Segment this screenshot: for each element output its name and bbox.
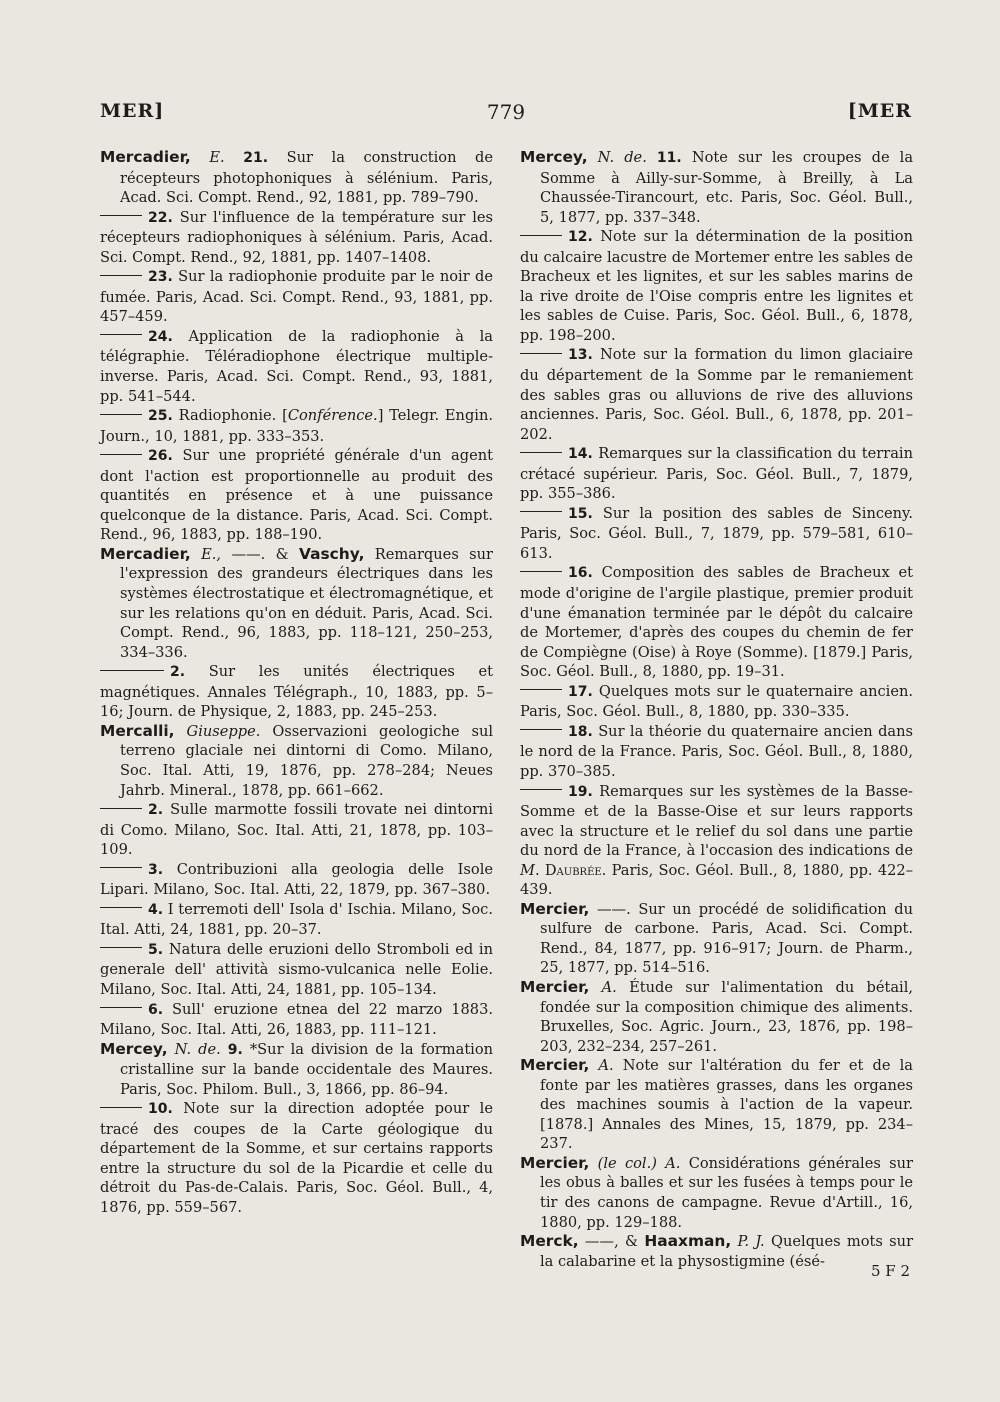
paper-number: 24. [148,328,173,345]
author-given-name: A. [665,1154,681,1172]
paper-number: 14. [568,446,593,463]
conjunction: & [625,1233,639,1251]
author-name: Mercier, [520,1153,590,1172]
unknown-name-dash: ——. [596,900,631,918]
author-name: Mercalli, [100,721,175,740]
citation-text: *Sur la division de la formation cristalline sur la bande occidentale des Maures. Paris, Soc. Philom. Bull., 3, 1866, pp. 86–94. [120,1040,494,1098]
citation-text: Sulle marmotte fossili trovate nei dintorni di Como. Milano, Soc. Ital. Atti, 21, 1878, pp. 103–109. [100,801,494,859]
right-column [520,148,913,1271]
bibliography-entry [520,148,913,227]
citation-text: Sur la théorie du quaternaire ancien dans le nord de la France. Paris, Soc. Géol. Bull., 8, 1880, pp. 370–385. [520,722,914,780]
coauthor-given-name: P. J. [737,1233,765,1251]
bibliography-subentry [100,860,493,900]
bibliography-subentry [100,446,493,545]
citation-text: Note sur l'altération du fer et de la fonte par les matières grasses, dans les organes des machines soumis à l'action de la vapeur. [1878.] Annales des Mines, 15, 1879, pp. 234–237. [540,1057,913,1153]
ditto-dash [100,334,142,335]
paper-title: Radiophonie. [ [178,407,288,425]
ditto-dash [100,1107,142,1108]
author-title: (le col.) [597,1154,657,1172]
paper-number: 18. [568,723,593,740]
citation-text: Étude sur l'alimentation du bétail, fondée sur la composition chimique des aliments. Bruxelles, Soc. Agric. Journ., 23, 1876, pp. 198–203, 232–234, 257–261. [540,978,914,1055]
ditto-dash [100,670,164,671]
author-name: Merck, [520,1232,579,1251]
author-name: Mercier, [520,1056,590,1075]
citation-text: Quelques mots sur le quaternaire ancien. Paris, Soc. Géol. Bull., 8, 1880, pp. 330–335. [520,682,914,721]
ditto-dash [520,511,562,512]
citation-text: Osservazioni geologiche sul terreno glaciale nei dintorni di Como. Milano, Soc. Ital. Atti, 19, 1876, pp. 278–284; Neues Jahrb. Mineral., 1878, pp. 661–662. [120,722,494,799]
bibliography-entry [520,978,913,1056]
unknown-name-dash: ——. [231,545,266,563]
citation-text: Composition des sables de Bracheux et mode d'origine de l'argile plastique, premier produit d'une émanation terminée par le dépôt du calcaire de Mortemer, d'après des coupes du chemin de fer de Compiègne (Oise) à Roye (Somme). [1879.] Paris, Soc. Géol. Bull., 8, 1880, pp. 19–31. [520,564,914,681]
bibliography-entry [100,722,493,800]
citation-text: Quelques mots sur la calabarine et la physostigmine (ésé- [540,1233,914,1270]
paper-number: 2. [170,664,186,681]
header-right-guide-word: [MER [847,100,912,122]
paper-number: 11. [656,150,682,166]
bibliography-subentry [100,662,493,722]
bibliography-subentry [100,267,493,327]
paper-title: Remarques sur les systèmes de la Basse-Somme et de la Basse-Oise et sur leurs rapports avec la structure et le relief du sol dans une partie du nord de la France, à l'occasion des indications de [520,782,913,860]
ditto-dash [100,275,142,276]
ditto-dash [520,235,562,236]
paper-number: 25. [148,408,173,425]
citation-text: Sull' eruzione etnea del 22 marzo 1883. Milano, Soc. Ital. Atti, 26, 1883, pp. 111–121. [100,1000,493,1039]
bibliography-entry [100,545,493,662]
header-left-guide-word: MER] [100,100,165,122]
paper-number: 9. [227,1041,243,1058]
author-given-name: E. [209,149,225,166]
author-given-name: N. de. [597,149,647,166]
paper-number: 21. [243,150,269,166]
ditto-dash [100,867,142,868]
italic-text: M. [520,861,540,879]
author-name: Mercier, [520,899,590,918]
citation-text: Remarques sur la classification du terrain crétacé supérieur. Paris, Soc. Géol. Bull., 7, 1879, pp. 355–386. [520,445,913,503]
ditto-dash [100,414,142,415]
bibliography-subentry [100,1000,493,1040]
ditto-dash [520,789,562,790]
coauthor-name: Vaschy, [299,544,365,563]
bibliography-subentry [520,682,913,722]
citation-text: Sur la position des sables de Sinceny. Paris, Soc. Géol. Bull., 7, 1879, pp. 579–581, 610–613. [520,504,914,562]
bibliography-subentry [520,444,913,504]
author-given-name: A. [598,1057,614,1075]
small-caps-name: Daubrée. [539,861,607,879]
citation-text: Sur la radiophonie produite par le noir de fumée. Paris, Acad. Sci. Compt. Rend., 93, 1881, pp. 457–459. [100,268,493,326]
author-name: Mercey, [100,1039,168,1058]
paper-number: 17. [568,683,593,700]
conjunction: & [275,545,289,563]
author-given-name: E., [201,545,222,563]
bibliography-entry [100,1040,493,1100]
page-number: 779 [486,100,526,124]
bibliography-subentry [520,227,913,345]
bibliography-subentry [100,800,493,860]
ditto-dash [100,215,142,216]
bibliography-entry [100,148,493,208]
paper-number: 19. [568,783,593,800]
signature-mark: 5 F 2 [870,1262,910,1280]
paper-number: 5. [148,941,164,958]
paper-number: 12. [568,229,593,246]
citation-text: I terremoti dell' Isola d' Ischia. Milano, Soc. Ital. Atti, 24, 1881, pp. 20–37. [100,900,493,939]
paper-number: 3. [148,861,164,878]
author-name: Mercier, [520,977,590,996]
author-name: Mercadier, [100,148,191,166]
ditto-dash [520,353,562,354]
italic-text: Conférence. [287,407,378,425]
author-given-name: N. de. [174,1040,221,1058]
bibliography-subentry [100,940,493,1000]
bibliography-entry [520,1056,913,1154]
citation-text: Natura delle eruzioni dello Stromboli ed in generale dell' attività sismo-vulcanica nelle Eolie. Milano, Soc. Ital. Atti, 24, 1881, pp. 105–134. [100,940,493,998]
citation-text: ] Telegr. Engin. Journ., 10, 1881, pp. 333–353. [100,407,493,445]
ditto-dash [520,729,562,730]
ditto-dash [100,947,142,948]
ditto-dash [520,571,562,572]
ditto-dash [100,454,142,455]
bibliography-subentry [520,345,913,444]
paper-number: 2. [148,802,164,819]
paper-number: 26. [148,448,173,465]
ditto-dash [100,1007,142,1008]
bibliography-subentry [100,327,493,406]
bibliography-subentry [520,782,913,900]
citation-text: Sur une propriété générale d'un agent dont l'action est proportionnelle au produit des quantités en présence et à une puissance quelconque de la distance. Paris, Acad. Sci. Compt. Rend., 96, 1883, pp. 188–190. [100,447,494,544]
citation-text: Paris, Soc. Géol. Bull., 8, 1880, pp. 422–439. [520,861,913,899]
bibliography-subentry [520,504,913,564]
citation-text: Considérations générales sur les obus à balles et sur les fusées à temps pour le tir des canons de campagne. Revue d'Artill., 16, 1880, pp. 129–188. [540,1154,913,1231]
citation-text: Application de la radiophonie à la télégraphie. Téléradiophone électrique multiple-inverse. Paris, Acad. Sci. Compt. Rend., 93, 1881, pp. 541–544. [100,327,493,405]
left-column [100,148,493,1218]
paper-number: 23. [148,269,173,286]
bibliography-subentry [520,722,913,782]
ditto-dash [100,907,142,908]
citation-text: Sur l'influence de la température sur les récepteurs radiophoniques à sélénium. Paris, Acad. Sci. Compt. Rend., 92, 1881, pp. 1407–1408. [100,208,493,266]
citation-text: Note sur les croupes de la Somme à Ailly-sur-Somme, à Breilly, à La Chaussée-Tirancourt, etc. Paris, Soc. Géol. Bull., 5, 1877, pp. 337–348. [540,149,914,226]
ditto-dash [520,689,562,690]
bibliography-subentry [100,406,493,446]
author-name: Mercadier, [100,544,191,563]
ditto-dash [100,808,142,809]
paper-number: 6. [148,1001,164,1018]
citation-text: Note sur la formation du limon glaciaire du département de la Somme par le remaniement des sables gras ou alluvions de rive des alluvions anciennes. Paris, Soc. Géol. Bull., 6, 1878, pp. 201–202. [520,346,913,443]
coauthor-name: Haaxman, [644,1232,732,1251]
bibliography-subentry [100,900,493,940]
paper-number: 16. [568,565,593,582]
running-header [100,100,912,130]
citation-text: Note sur la détermination de la position du calcaire lacustre de Mortemer entre les sables de Bracheux et les lignites, et sur les sables marins de la rive droite de l'Oise compris entre les lignites et les sables de Cuise. Paris, Soc. Géol. Bull., 6, 1878, pp. 198–200. [520,228,913,344]
paper-number: 13. [568,347,593,364]
citation-text: Note sur la direction adoptée pour le tracé des coupes de la Carte géologique du département de la Somme, et sur certains rapports entre la structure du sol de la Picardie et celle du détroit du Pas-de-Calais. Paris, Soc. Géol. Bull., 4, 1876, pp. 559–567. [100,1100,493,1216]
author-name: Mercey, [520,148,588,166]
bibliography-subentry [100,1099,493,1217]
unknown-name-dash: ——, [584,1233,619,1251]
bibliography-subentry [520,563,913,681]
citation-text: Sur la construction de récepteurs photophoniques à sélénium. Paris, Acad. Sci. Compt. Rend., 92, 1881, pp. 789–790. [120,149,494,207]
citation-text: Sur un procédé de solidification du sulfure de carbone. Paris, Acad. Sci. Compt. Rend., 84, 1877, pp. 916–917; Journ. de Pharm., 25, 1877, pp. 514–516. [540,900,914,977]
paper-number: 10. [148,1101,173,1118]
citation-text: Sur les unités électriques et magnétiques. Annales Télégraph., 10, 1883, pp. 5–16; Journ. de Physique, 2, 1883, pp. 245–253. [100,663,494,721]
citation-text: Contribuzioni alla geologia delle Isole Lipari. Milano, Soc. Ital. Atti, 22, 1879, pp. 367–380. [100,860,494,899]
author-given-name: Giuseppe. [186,722,261,740]
citation-text: Remarques sur l'expression des grandeurs électriques dans les systèmes électrostatique et électromagnétique, et sur les relations qu'on en déduit. Paris, Acad. Sci. Compt. Rend., 96, 1883, pp. 118–121, 250–253, 334–336. [120,545,494,661]
author-given-name: A. [601,978,617,996]
paper-number: 4. [148,901,164,918]
paper-number: 22. [148,209,173,226]
bibliography-entry [520,1154,913,1232]
ditto-dash [520,452,562,453]
bibliography-subentry [100,208,493,268]
paper-number: 15. [568,505,593,522]
bibliography-entry [520,900,913,978]
